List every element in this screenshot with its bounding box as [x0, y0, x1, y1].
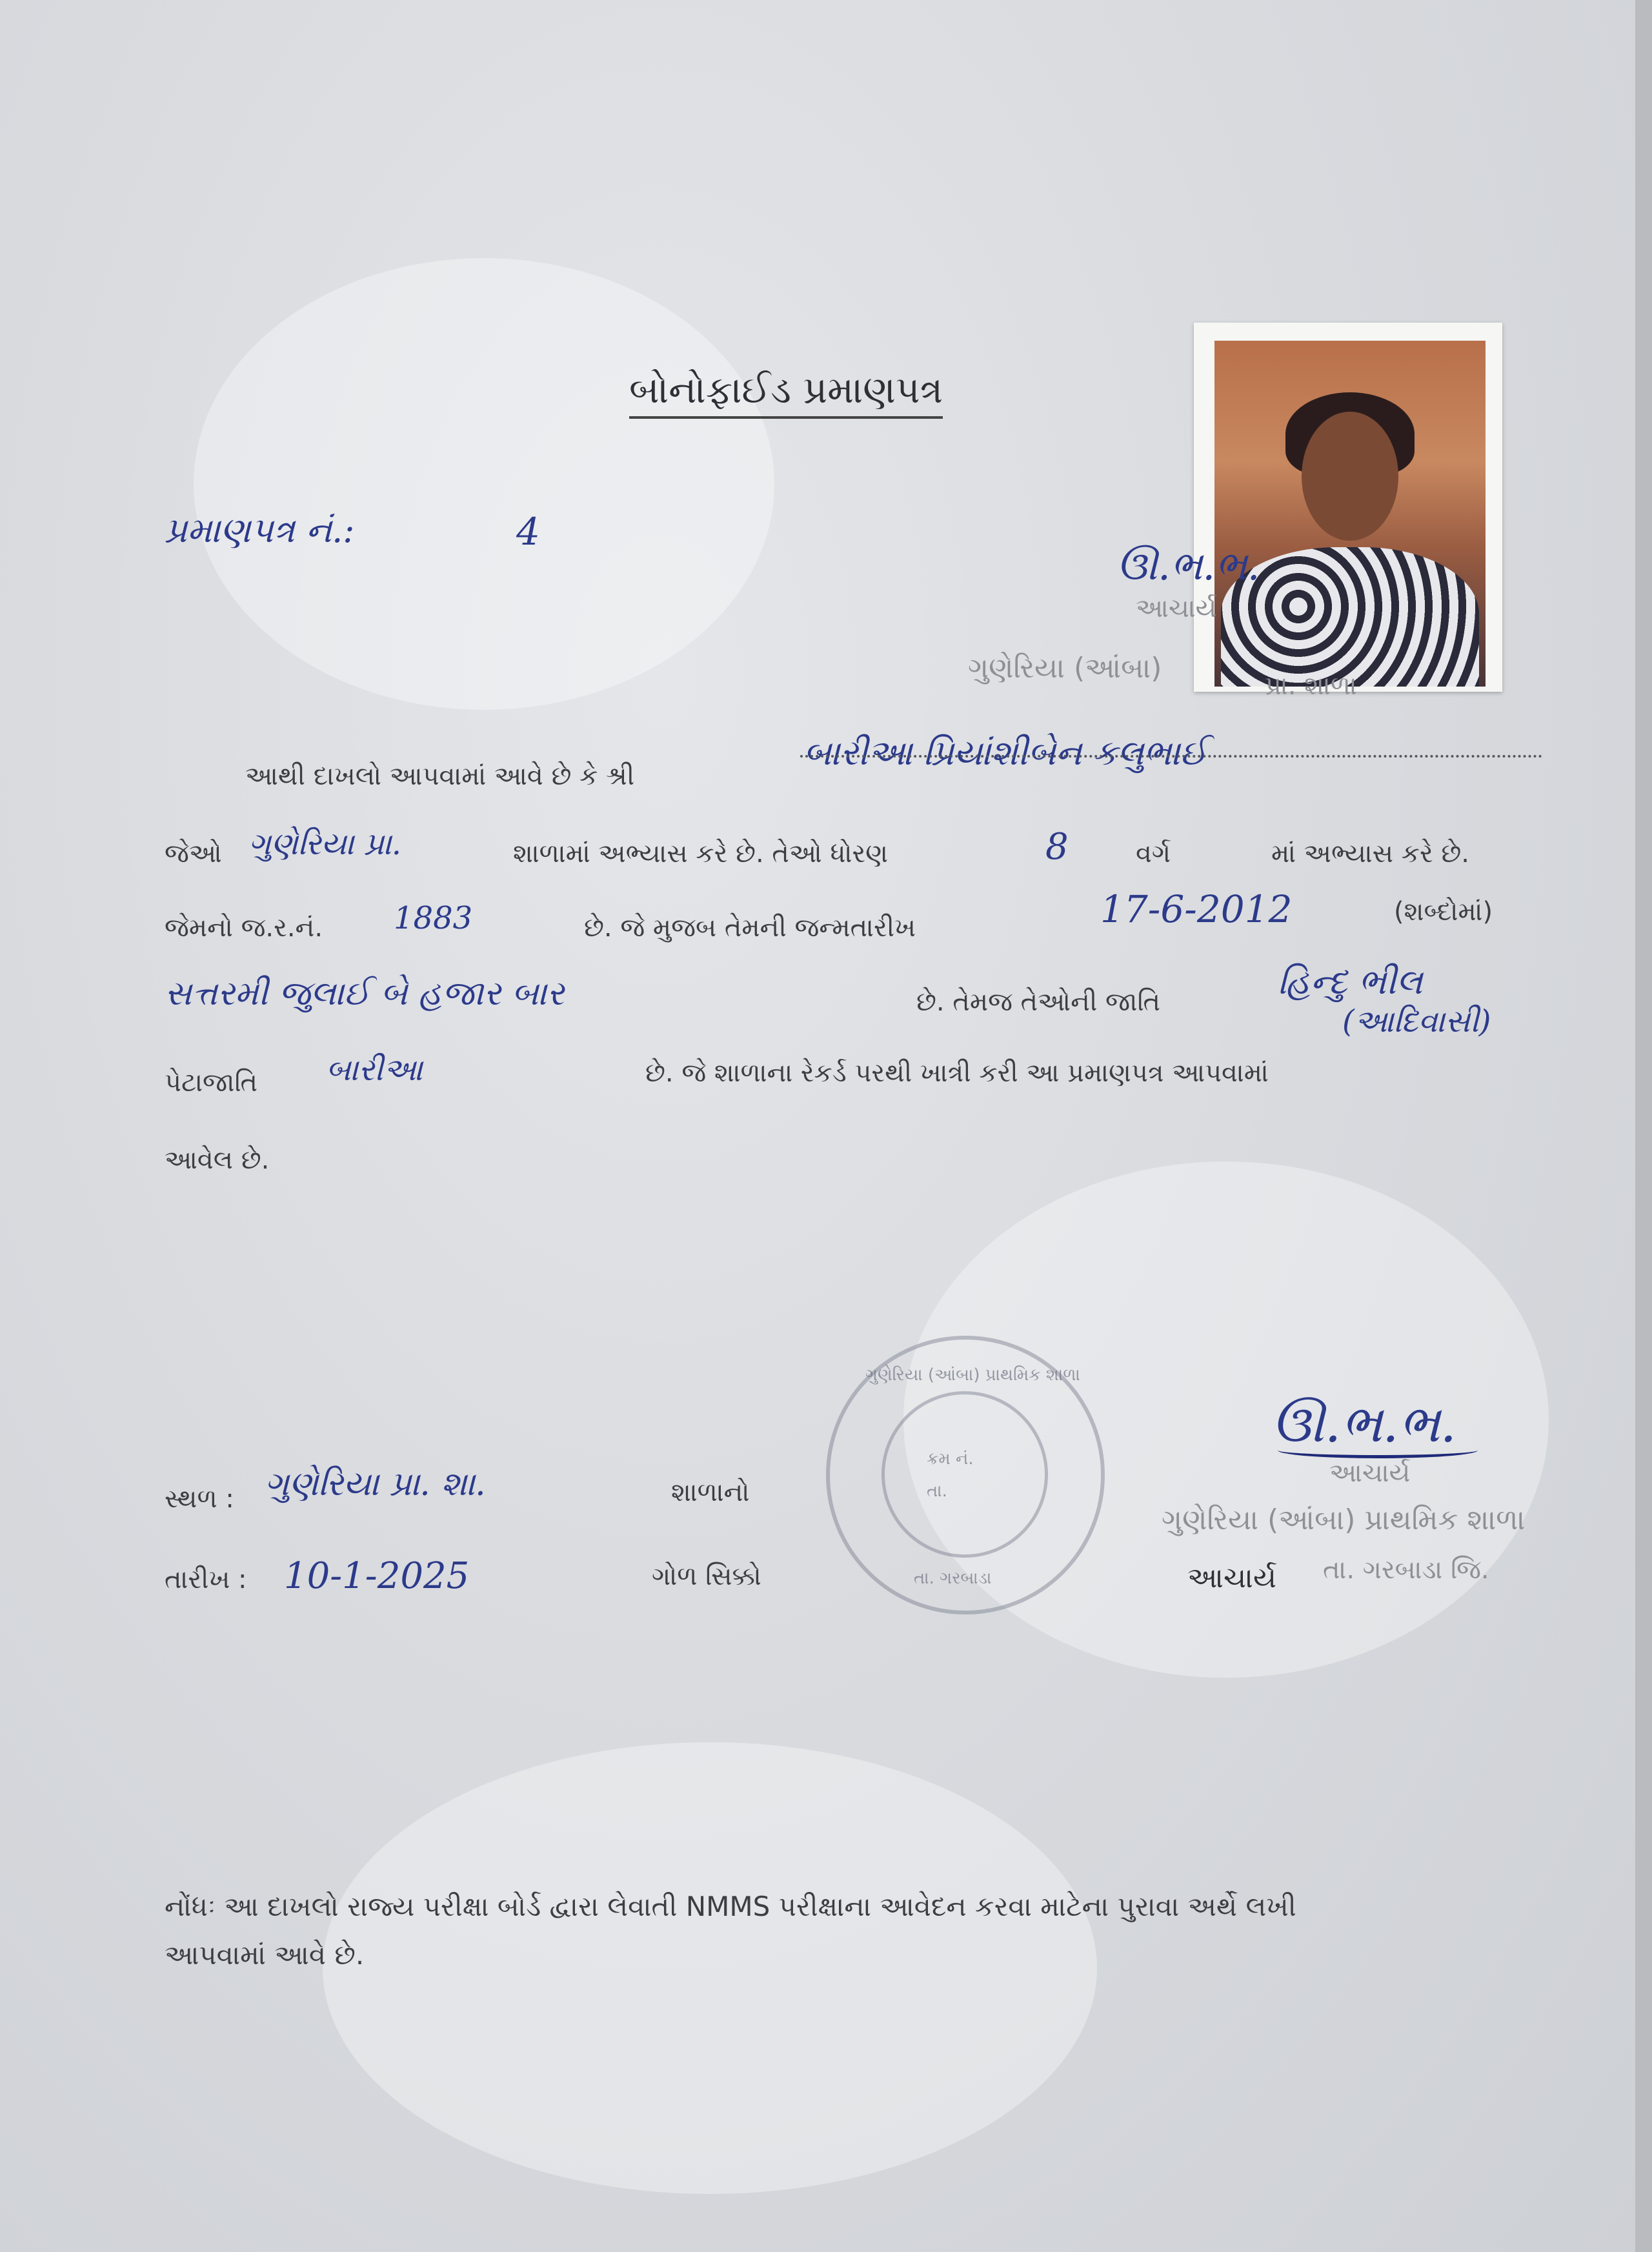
- birth-date: 17-6-2012: [1100, 887, 1293, 931]
- line5-prefix: પેટાજાતિ: [165, 1068, 258, 1098]
- date-label: તારીખ :: [165, 1565, 247, 1594]
- line3-prefix: જેમનો જ.ર.નં.: [165, 913, 323, 943]
- line5-suffix: છે. જે શાળાના રેકર્ડ પરથી ખાત્રી કરી આ પ્રમાણપત્ર આપવામાં: [645, 1058, 1269, 1088]
- date-value: 10-1-2025: [284, 1555, 470, 1597]
- photo-stamp-line3: પ્રા. શાળા: [1265, 671, 1357, 701]
- principal-signature: ઊ.ભ.ભ.: [1271, 1394, 1457, 1454]
- line3-mid: છે. જે મુજબ તેમની જન્મતારીખ: [584, 913, 916, 943]
- round-seal-text: ગુણેરિયા (આંબા) પ્રાથમિક શાળા: [865, 1365, 1080, 1385]
- signature-stroke: [1278, 1442, 1478, 1458]
- school-name-handwritten: ગુણેરિયા પ્રા.: [248, 826, 402, 862]
- line6: આવેલ છે.: [165, 1145, 270, 1175]
- photo-stamp-line1: આચાર્ય: [1136, 594, 1217, 623]
- round-seal: [826, 1336, 1105, 1614]
- birth-date-words: સત્તરમી જુલાઈ બે હજાર બાર: [165, 974, 565, 1013]
- place-suffix: શાળાનો: [671, 1478, 750, 1507]
- caste-note: (આદિવાસી): [1342, 1003, 1491, 1040]
- background-watermark-blob: [323, 1742, 1097, 2194]
- note-line2: આપવામાં આવે છે.: [165, 1939, 365, 1971]
- round-seal-center1: ક્રમ નં.: [927, 1449, 974, 1469]
- note-line1: નોંધઃ આ દાખલો રાજ્ય પરીક્ષા બોર્ડ દ્વારા લેવાતી NMMS પરીક્ષાના આવેદન કરવા માટેના પુરાવા અર્થે લખી: [165, 1891, 1296, 1922]
- place-label: સ્થળ :: [165, 1484, 234, 1514]
- cert-number: 4: [516, 510, 540, 554]
- stamp-label: ગોળ સિક્કો: [652, 1562, 761, 1591]
- round-seal-bottom: તા. ગરબાડા: [914, 1569, 992, 1588]
- student-photo-frame: [1194, 323, 1502, 692]
- dotted-line: [800, 755, 1542, 758]
- student-name: બારીઆ પ્રિયાંશીબેન કલુભાઈ: [803, 732, 1207, 773]
- subcaste: બારીઆ: [326, 1052, 423, 1088]
- page-edge: [1635, 0, 1652, 2252]
- caste: હિન્દુ ભીલ: [1278, 961, 1423, 1002]
- background-watermark-blob: [194, 258, 774, 710]
- round-seal-center2: તા.: [927, 1482, 947, 1501]
- principal-stamp-line1: આચાર્ય: [1329, 1458, 1411, 1488]
- line3-suffix: (શબ્દોમાં): [1394, 897, 1493, 927]
- line2-class-label: વર્ગ: [1136, 839, 1171, 869]
- line4-mid: છે. તેમજ તેઓની જાતિ: [916, 987, 1161, 1017]
- line2-prefix: જેઓ: [165, 839, 222, 869]
- page-title: બોનોફાઈડ પ્રમાણપત્ર: [629, 368, 943, 419]
- place-value: ગુણેરિયા પ્રા. શા.: [265, 1465, 486, 1503]
- student-photo: [1214, 341, 1486, 687]
- standard: 8: [1045, 826, 1069, 868]
- line2-suffix: માં અભ્યાસ કરે છે.: [1271, 839, 1470, 869]
- principal-label: આચાર્ય: [1187, 1562, 1276, 1594]
- photo-signature: ઊ.ભ.ભ.: [1116, 542, 1260, 589]
- principal-stamp-line2: ગુણેરિયા (આંબા) પ્રાથમિક શાળા: [1162, 1503, 1526, 1536]
- line1-prefix: આથી દાખલો આપવામાં આવે છે કે શ્રી: [245, 761, 635, 791]
- gr-number: 1883: [394, 900, 473, 936]
- line2-mid: શાળામાં અભ્યાસ કરે છે. તેઓ ધોરણ: [513, 839, 889, 869]
- principal-stamp-line3: તા. ગરબાડા જિ.: [1323, 1555, 1489, 1585]
- cert-number-label: પ્રમાણપત્ર નં.:: [165, 510, 355, 550]
- photo-stamp-line2: ગુણેરિયા (આંબા): [968, 652, 1162, 685]
